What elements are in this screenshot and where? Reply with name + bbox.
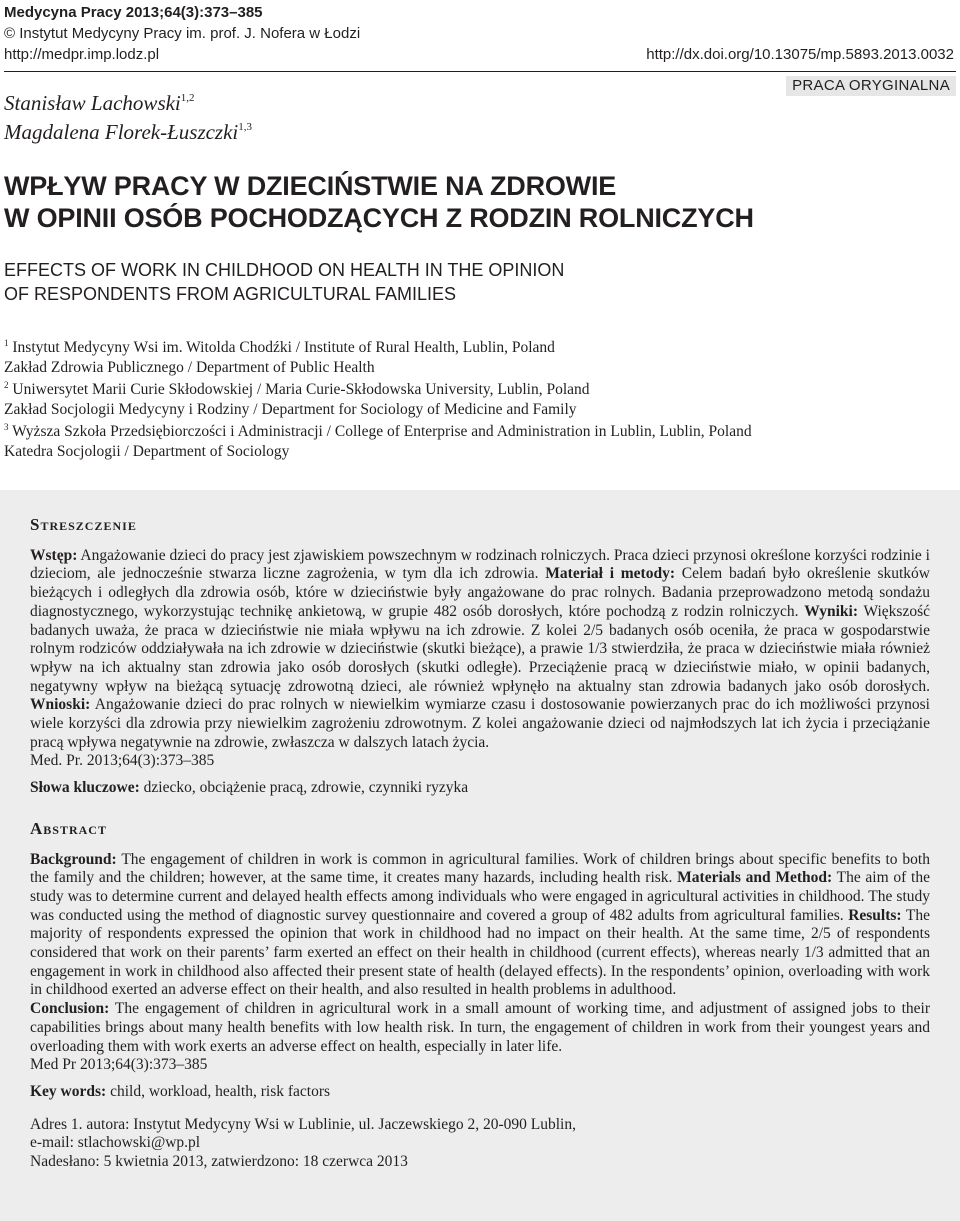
text-methods: The aim of the study was to determine current and delayed health effects among individuals who were engaged in agricultural activities in childhood. The study was conducted using the method of diagnostic survey questionnaire and covered a group of 482 adults from agricultural families. [30, 869, 930, 924]
abstract-content [30, 516, 930, 1172]
affiliation-department: Zakład Zdrowia Publicznego / Department of Public Health [4, 358, 375, 376]
submission-dates: Nadesłano: 5 kwietnia 2013, zatwierdzono: 18 czerwca 2013 [30, 1153, 408, 1171]
journal-citation: Medycyna Pracy 2013;64(3):373–385 [4, 4, 263, 21]
text-results: The majority of respondents expressed the opinion that work in childhood had no impact on their health. At the same time, 2/5 of respondents considered that work on their parents’ farm exerted an effect on their health in childhood (current effects), whereas nearly 1/3 admitted that an engagement in work in childhood also affected their present state of health (delayed effects). In the respondents’ opinion, overloading with work in childhood exerted an adverse effect on their health, and also resulted in health problems in adulthood. [30, 906, 930, 999]
author-affiliation-sup: 1,2 [180, 92, 195, 104]
title-english [4, 258, 564, 306]
abstract-body [30, 851, 930, 1001]
text-background: The engagement of children in work is common in agricultural families. Work of children brings about specific benefits to both the family and the children; however, at the same time, it creates many hazards, including health risk. [30, 850, 930, 887]
journal-url[interactable]: http://medpr.imp.lodz.pl [4, 46, 160, 63]
author-affiliation-sup: 1,3 [238, 121, 253, 133]
affiliation-institution: Uniwersytet Marii Curie Skłodowskiej / Maria Curie-Skłodowska University, Lublin, Poland [12, 381, 590, 398]
title-english-line: EFFECTS OF WORK IN CHILDHOOD ON HEALTH IN THE OPINION [4, 260, 565, 280]
affiliation-number: 1 [4, 338, 9, 348]
keywords-en: child, workload, health, risk factors [106, 1082, 331, 1100]
streszczenie-body [30, 547, 930, 753]
text-wnioski: Angażowanie dzieci do prac rolnych w niewielkim wymiarze czasu i dostosowanie powierzanych prac do ich możliwości przynosi wiele korzyści dla zdrowia przy niewielkim zagrożeniu zdrowotnym. Z kolei angażowanie dzieci od najmłodszych lat ich życia i przeciążanie pracą wpływa negatywnie na zdrowie, zwłaszcza w dalszych latach życia. [30, 696, 930, 751]
affiliation-institution: Wyższa Szkoła Przedsiębiorczości i Administracji / College of Enterprise and Administration in Lublin, Lublin, Poland [12, 423, 752, 440]
text-conclusion: The engagement of children in agricultural work in a small amount of working time, and adjustment of assigned jobs to their capabilities brings about many health benefits with low health risk. In turn, the engagement of children in work from their youngest years and overloading them with work exerts an adverse effect on health, especially in later life. [30, 1000, 930, 1055]
author [4, 89, 252, 118]
correspondence [30, 1116, 930, 1172]
label-wyniki: Wyniki: [804, 602, 858, 620]
abstract-keywords [30, 1083, 930, 1102]
label-wstep: Wstęp: [30, 546, 78, 564]
text-material: Celem badań było określenie skutków bieżących i odległych dla zdrowia osób, które w dzieciństwie były angażowane do prac rolnych. Badania przeprowadzono metodą sondażu diagnostycznego, wykorzystując technikę ankietową, w grupie 482 osób dorosłych, które pochodzą z rodzin rolniczych. [30, 565, 930, 620]
affiliation-institution: Instytut Medycyny Wsi im. Witolda Chodźki / Institute of Rural Health, Lublin, Poland [12, 339, 555, 356]
author [4, 118, 252, 147]
affiliation-department: Katedra Socjologii / Department of Sociology [4, 442, 290, 460]
text-wyniki: Większość badanych uważa, że praca w dzieciństwie nie miała wpływu na ich zdrowie. Z kolei 2/5 badanych osób oceniła, że praca w gospodarstwie rolnym rodziców oddziaływała na ich zdrowie w dzieciństwie (skutki bieżące), a prawie 1/3 stwierdziła, że praca w dzieciństwie miała również wpływ na ich aktualny stan zdrowia jako osób dorosłych (skutki odległe). Przeciążenie pracą w dzieciństwie miało, w opinii badanych, negatywny wpływ na bieżącą sytuację zdrowotną dzieci, ale również wpłynęło na aktualny stan zdrowia badanych jako osób dorosłych. [30, 602, 930, 695]
label-methods: Materials and Method: [677, 869, 833, 887]
streszczenie-citation: Med. Pr. 2013;64(3):373–385 [30, 752, 215, 770]
title-polish [4, 170, 754, 234]
abstract-citation: Med Pr 2013;64(3):373–385 [30, 1056, 208, 1074]
title-english-line: OF RESPONDENTS FROM AGRICULTURAL FAMILIES [4, 284, 457, 304]
correspondence-address: Adres 1. autora: Instytut Medycyny Wsi w Lublinie, ul. Jaczewskiego 2, 20-090 Lublin, [30, 1115, 576, 1133]
text-wstep: Angażowanie dzieci do pracy jest zjawiskiem powszechnym w rodzinach rolniczych. Praca dzieci przynosi określone korzyści rodzinie i dzieciom, ale jednocześnie stwarza liczne zagrożenia, w tym dla ich zdrowia. [30, 546, 930, 583]
author-name: Magdalena Florek-Łuszczki [4, 120, 239, 144]
title-polish-line: WPŁYW PRACY W DZIECIŃSTWIE NA ZDROWIE [4, 171, 617, 201]
label-background: Background: [30, 850, 117, 868]
paper-type-badge: PRACA ORYGINALNA [786, 76, 956, 96]
streszczenie-keywords [30, 779, 930, 798]
author-name: Stanisław Lachowski [4, 91, 181, 115]
label-wnioski: Wnioski: [30, 696, 91, 714]
label-conclusion: Conclusion: [30, 1000, 110, 1018]
author-list [4, 89, 252, 147]
affiliation-number: 3 [4, 422, 9, 432]
affiliation-department: Zakład Socjologii Medycyny i Rodziny / Department for Sociology of Medicine and Family [4, 400, 577, 418]
header-divider [4, 71, 956, 72]
correspondence-email[interactable]: e-mail: stlachowski@wp.pl [30, 1134, 201, 1152]
keywords-pl: dziecko, obciążenie pracą, zdrowie, czynniki ryzyka [139, 779, 469, 797]
label-keywords-en: Key words: [30, 1082, 107, 1100]
journal-header [4, 2, 360, 65]
label-results: Results: [848, 906, 902, 924]
affiliation-item [4, 338, 752, 377]
affiliation-item [4, 380, 752, 419]
affiliations [4, 338, 752, 464]
label-keywords-pl: Słowa kluczowe: [30, 779, 140, 797]
title-polish-line: W OPINII OSÓB POCHODZĄCYCH Z RODZIN ROLNICZYCH [4, 203, 754, 233]
label-material: Materiał i metody: [545, 565, 675, 583]
abstract-conclusion [30, 1000, 930, 1056]
abstract-heading: Abstract [30, 818, 107, 838]
affiliation-item [4, 422, 752, 461]
doi-link[interactable]: http://dx.doi.org/10.13075/mp.5893.2013.0032 [646, 46, 954, 63]
journal-copyright: © Instytut Medycyny Pracy im. prof. J. Nofera w Łodzi [4, 25, 361, 42]
affiliation-number: 2 [4, 380, 9, 390]
streszczenie-heading: Streszczenie [30, 515, 137, 534]
